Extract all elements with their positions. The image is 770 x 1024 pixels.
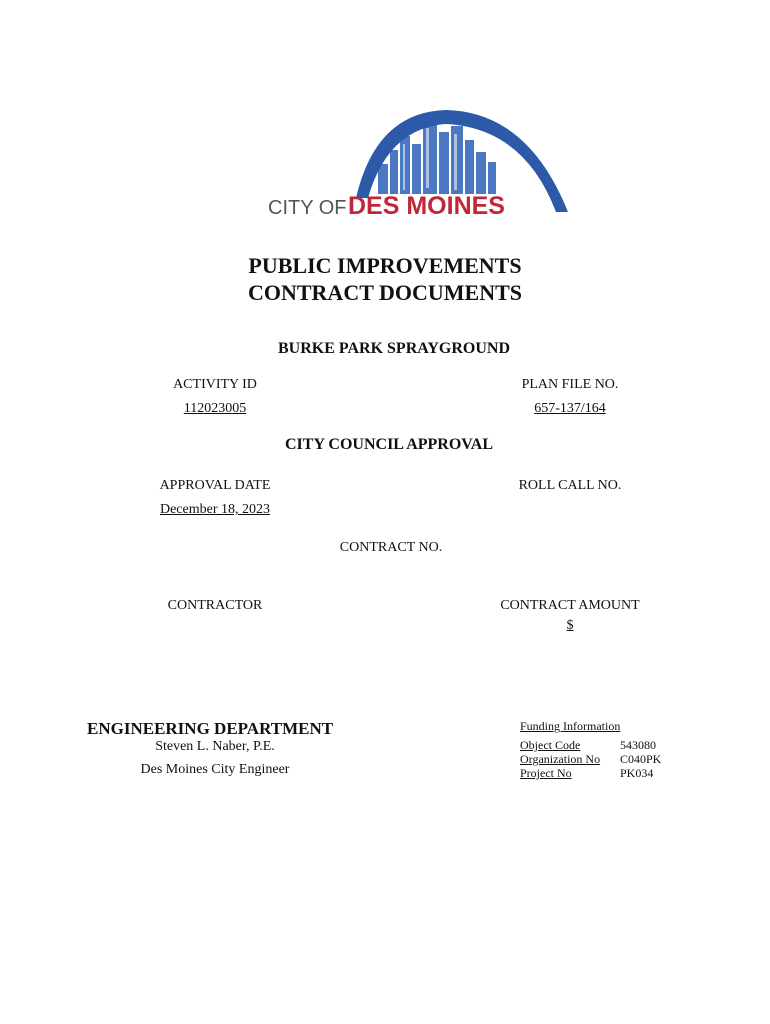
engineering-department-heading: ENGINEERING DEPARTMENT <box>87 719 334 738</box>
funding-information-heading: Funding Information <box>520 719 621 733</box>
city-engineer-name: Steven L. Naber, P.E. <box>155 739 275 754</box>
project-name: BURKE PARK SPRAYGROUND <box>277 340 510 357</box>
funding-row-value: PK034 <box>620 766 654 780</box>
funding-row-label: Organization No <box>520 752 601 766</box>
funding-row-value: C040PK <box>620 752 662 766</box>
approval-date-value: December 18, 2023 <box>159 502 271 517</box>
city-engineer-title: Des Moines City Engineer <box>140 762 290 777</box>
city-of-des-moines-logo <box>266 106 572 222</box>
activity-id-value: 112023005 <box>183 401 247 416</box>
contractor-label: CONTRACTOR <box>167 598 263 613</box>
contract-no-label: CONTRACT NO. <box>339 540 443 555</box>
funding-row-label: Object Code <box>520 738 581 752</box>
council-approval-heading: CITY COUNCIL APPROVAL <box>284 436 494 453</box>
funding-row-value: 543080 <box>620 738 656 752</box>
logo-des-moines-text: DES MOINES <box>348 192 505 220</box>
document-title-line1: PUBLIC IMPROVEMENTS <box>248 253 522 278</box>
roll-call-label: ROLL CALL NO. <box>518 478 622 493</box>
activity-id-label: ACTIVITY ID <box>173 377 257 392</box>
plan-file-label: PLAN FILE NO. <box>521 377 619 392</box>
funding-row-label: Project No <box>520 766 572 780</box>
contract-amount-value: $ <box>566 618 574 633</box>
logo-city-of-text: CITY OF <box>268 197 347 219</box>
document-title-line2: CONTRACT DOCUMENTS <box>247 280 522 305</box>
contract-amount-label: CONTRACT AMOUNT <box>500 598 640 613</box>
approval-date-label: APPROVAL DATE <box>159 478 271 493</box>
plan-file-value: 657-137/164 <box>534 401 606 416</box>
